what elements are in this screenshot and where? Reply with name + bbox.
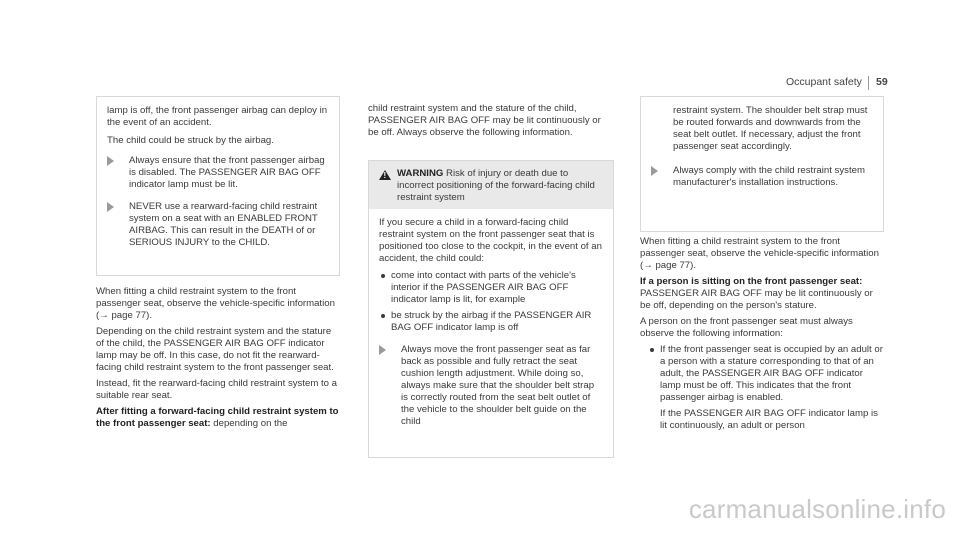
warning-header xyxy=(369,161,613,209)
instruction-item xyxy=(107,155,329,191)
instruction-text: Always comply with the child restraint system manufacturer's installation instructions. xyxy=(673,165,865,188)
warning-triangle-icon: ! xyxy=(379,170,391,180)
warning-label: WARNING xyxy=(397,168,444,179)
paragraph: A person on the front passenger seat must always observe the following information: xyxy=(640,316,853,339)
list-item-continuation: If the PASSENGER AIR BAG OFF indicator lamp is lit continuously, an adult or person xyxy=(660,408,878,431)
page-number: 59 xyxy=(876,76,888,88)
bullet-dot xyxy=(381,274,385,278)
warning-body: If you secure a child in a forward-facing child restraint system on the front passenger seat that is positioned too close to the cockpit, in the event of an accident, the child could: xyxy=(379,217,602,264)
section-heading: If a person is sitting on the front passenger seat: xyxy=(640,276,863,287)
instruction-text: Always move the front passenger seat as far back as possible and fully retract the seat cushion length adjustment. While doing so, always make sure that the shoulder belt strap is correctly routed from the seat belt outlet of the vehicle to the shoulder belt guide on the child xyxy=(401,344,595,427)
paragraph-text: When fitting a child restraint system to the front passenger seat, observe the vehicle-specific information (→ page 77). xyxy=(96,286,335,321)
paragraph-text: depending on the xyxy=(210,418,288,429)
warning-continuation-box xyxy=(96,96,340,276)
list-item-text: If the front passenger seat is occupied by an adult or a person with a stature corresponding to that of an adult, the PASSENGER AIR BAG OFF indicator lamp must be off. This indicates that the front passenger airbag is enabled. xyxy=(660,344,883,403)
arrow-bullet-icon xyxy=(107,156,114,166)
paragraph xyxy=(96,406,340,430)
arrow-bullet-icon xyxy=(379,345,386,355)
list-item-text: come into contact with parts of the vehicle's interior if the PASSENGER AIR BAG OFF indicator lamp is lit, for example xyxy=(391,270,576,305)
column-2-intro xyxy=(368,103,612,143)
section-title: Occupant safety xyxy=(786,76,862,88)
list-item-text: be struck by the airbag if the PASSENGER AIR BAG OFF indicator lamp is off xyxy=(391,310,592,333)
column-3-body xyxy=(640,236,884,436)
warning-box xyxy=(368,160,614,458)
box-text: lamp is off, the front passenger airbag can deploy in the event of an accident. xyxy=(107,105,328,128)
watermark: carmanualsonline.info xyxy=(688,494,946,524)
box-text: The child could be struck by the airbag. xyxy=(107,135,274,146)
header-separator xyxy=(868,76,869,90)
paragraph: child restraint system and the stature of the child, PASSENGER AIR BAG OFF may be lit continuously or be off. Always observe the following information. xyxy=(368,103,601,138)
instruction-text: Always ensure that the front passenger airbag is disabled. The PASSENGER AIR BAG OFF indicator lamp must be lit. xyxy=(129,155,325,190)
instruction-item xyxy=(379,344,603,428)
list-item xyxy=(379,270,603,306)
instruction-item xyxy=(107,201,329,249)
warning-continuation-box xyxy=(640,96,884,232)
instruction-text: NEVER use a rearward-facing child restraint system on a seat with an ENABLED FRONT AIRBAG. This can result in the DEATH of or SERIOUS INJURY to the CHILD. xyxy=(129,201,318,248)
paragraph: PASSENGER AIR BAG OFF may be lit continuously or be off, depending on the person's stature. xyxy=(640,288,873,311)
column-1-body xyxy=(96,286,340,434)
list-item xyxy=(648,344,884,404)
arrow-bullet-icon xyxy=(651,166,658,176)
bullet-dot xyxy=(650,348,654,352)
warning-heading-text: Risk of injury or death due to incorrect positioning of the forward-facing child restraint system xyxy=(397,168,595,203)
box-text: restraint system. The shoulder belt strap must be routed forwards and downwards from the seat belt outlet. If necessary, adjust the front passenger seat accordingly. xyxy=(673,105,868,152)
instruction-item xyxy=(651,165,873,189)
list-item xyxy=(379,310,603,334)
bullet-dot xyxy=(381,314,385,318)
warning-title xyxy=(377,168,605,204)
paragraph xyxy=(96,286,340,322)
paragraph: Instead, fit the rearward-facing child restraint system to a suitable rear seat. xyxy=(96,378,338,401)
paragraph: Depending on the child restraint system and the stature of the child, the PASSENGER AIR BAG OFF indicator lamp may be off. In this case, do not fit the rearward-facing child restraint system to the front passenger seat. xyxy=(96,326,334,373)
paragraph: When fitting a child restraint system to the front passenger seat, observe the vehicle-specific information (→ page 77). xyxy=(640,236,879,271)
arrow-bullet-icon xyxy=(107,202,114,212)
run-in-heading: After fitting a forward-facing child restraint system to the front passenger seat: xyxy=(96,406,339,429)
